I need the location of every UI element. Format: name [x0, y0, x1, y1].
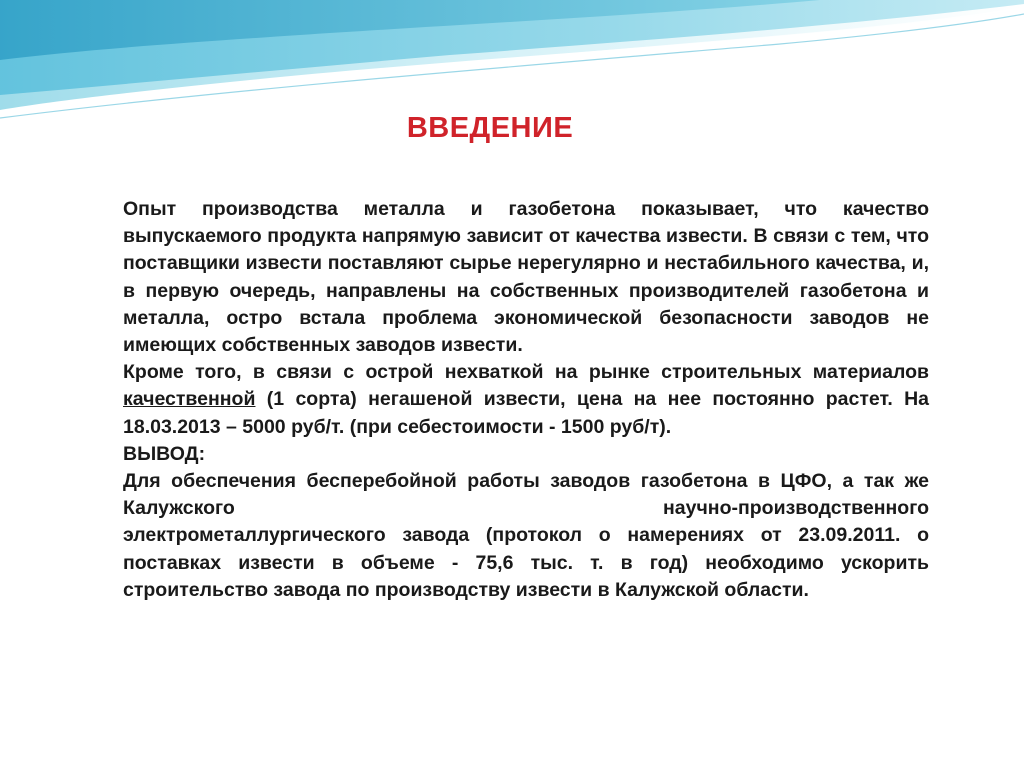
price-paragraph-start: Кроме того, в связи с острой нехваткой на рынке строительных материалов	[123, 361, 929, 384]
price-paragraph	[123, 359, 929, 441]
slide-body	[123, 196, 929, 604]
conclusion-line-1: Для обеспечения бесперебойной работы заводов газобетона в ЦФО, а так же Калужского научно-производственного	[123, 470, 929, 520]
slide-title: ВВЕДЕНИЕ	[406, 112, 574, 144]
underlined-word: качественной	[123, 388, 256, 411]
price-paragraph-end: (1 сорта) негашеной извести, цена на нее постоянно растет. На 18.03.2013 – 5000 руб/т. (при себестоимости - 1500 руб/т).	[123, 388, 929, 438]
conclusion-label: ВЫВОД:	[123, 442, 206, 465]
conclusion-rest: электрометаллургического завода (протокол о намерениях от 23.09.2011. о поставках извести в объеме - 75,6 тыс. т. в год) необходимо ускорить строительство завода по производству извести в Калужской области.	[123, 524, 929, 601]
intro-paragraph: Опыт производства металла и газобетона показывает, что качество выпускаемого продукта напрямую зависит от качества извести. В связи с тем, что поставщики извести поставляют сырье нерегулярно и нестабильного качества, и, в первую очередь, направлены на собственных производителей газобетона и металла, остро встала проблема экономической безопасности заводов не имеющих собственных заводов извести.	[123, 198, 929, 357]
